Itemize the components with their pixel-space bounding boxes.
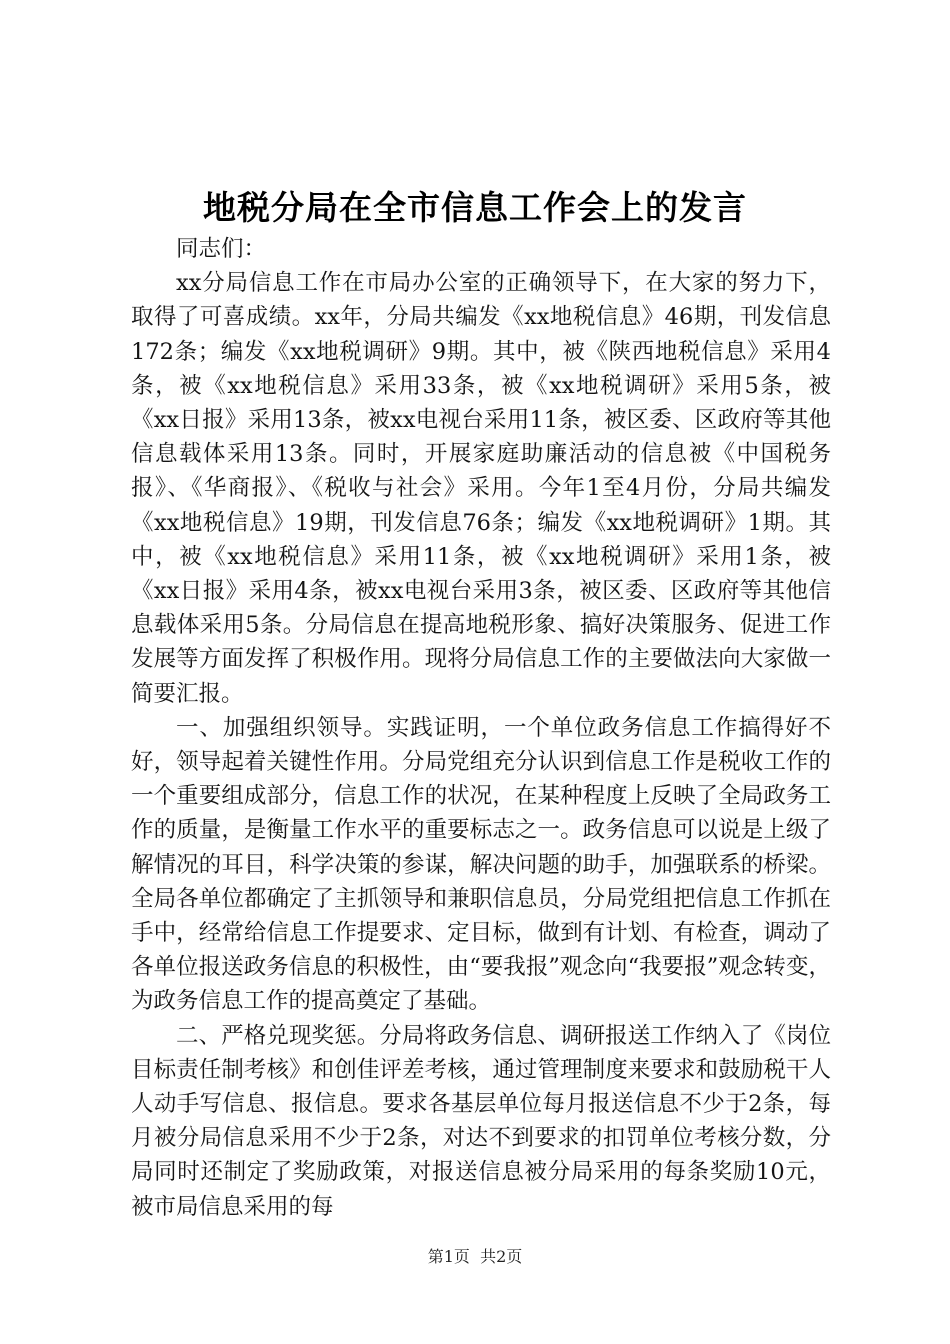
page-footer xyxy=(0,1244,950,1267)
body-paragraph: xx分局信息工作在市局办公室的正确领导下，在大家的努力下，取得了可喜成绩。xx年，分局共编发《xx地税信息》46期，刊发信息172条；编发《xx地税调研》9期。其中，被《陕西地税信息》采用4条，被《xx地税信息》采用33条，被《xx地税调研》采用5条，被《xx日报》采用13条，被xx电视台采用11条，被区委、区政府等其他信息载体采用13条。同时，开展家庭助廉活动的信息被《中国税务报》、《华商报》、《税收与社会》采用。今年1至4月份，分局共编发《xx地税信息》19期，刊发信息76条；编发《xx地税调研》1期。其中，被《xx地税信息》采用11条，被《xx地税调研》采用1条，被《xx日报》采用4条，被xx电视台采用3条，被区委、区政府等其他信息载体采用5条。分局信息在提高地税形象、搞好决策服务、促进工作发展等方面发挥了积极作用。现将分局信息工作的主要做法向大家做一简要汇报。 xyxy=(131,270,831,707)
body-paragraph: 一、加强组织领导。实践证明，一个单位政务信息工作搞得好不好，领导起着关键性作用。分局党组充分认识到信息工作是税收工作的一个重要组成部分，信息工作的状况，在某种程度上反映了全局政务工作的质量，是衡量工作水平的重要标志之一。政务信息可以说是上级了解情况的耳目，科学决策的参谋，解决问题的助手，加强联系的桥梁。全局各单位都确定了主抓领导和兼职信息员，分局党组把信息工作抓在手中，经常给信息工作提要求、定目标，做到有计划、有检查，调动了各单位报送政务信息的积极性，由“要我报”观念向“我要报”观念转变，为政务信息工作的提高奠定了基础。 xyxy=(131,714,831,1015)
document-title: 地税分局在全市信息工作会上的发言 xyxy=(203,188,747,227)
document-body xyxy=(131,232,831,1224)
page-number-label: 第1页 共2页 xyxy=(427,1247,523,1266)
salutation: 同志们： xyxy=(176,236,267,262)
body-paragraph: 二、严格兑现奖惩。分局将政务信息、调研报送工作纳入了《岗位目标责任制考核》和创佳评差考核，通过管理制度来要求和鼓励税干人人动手写信息、报信息。要求各基层单位每月报送信息不少于2条，每月被分局信息采用不少于2条，对达不到要求的扣罚单位考核分数，分局同时还制定了奖励政策，对报送信息被分局采用的每条奖励10元，被市局信息采用的每 xyxy=(131,1022,831,1220)
